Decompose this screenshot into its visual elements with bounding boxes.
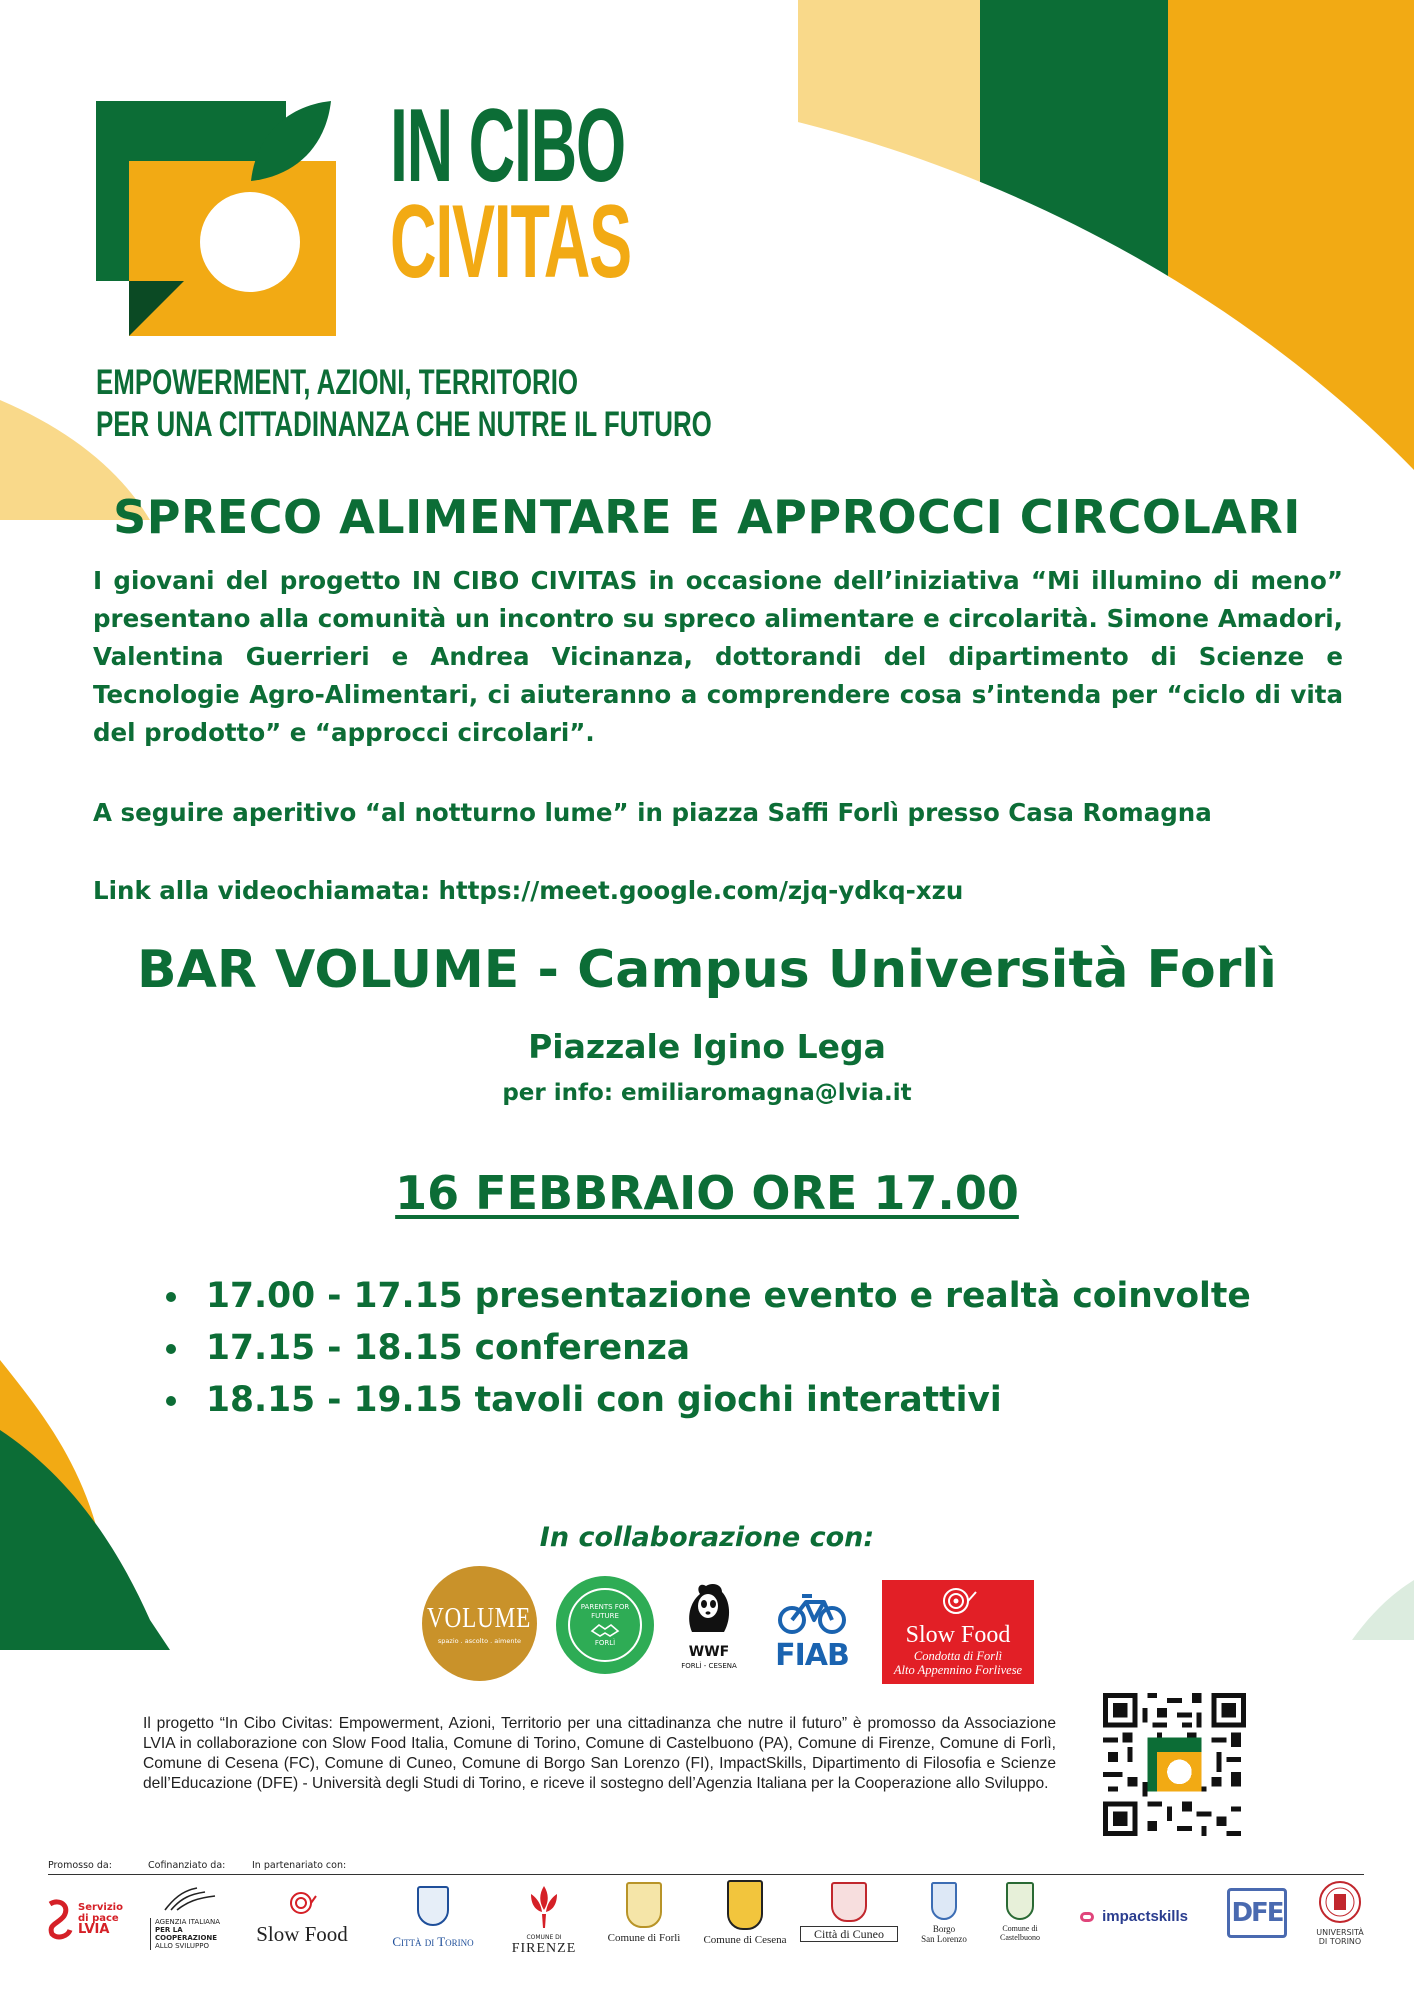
- lvia-line1: Servizio: [78, 1902, 123, 1913]
- borgo-line1: Borgo: [932, 1924, 956, 1934]
- dove-icon: [46, 1898, 74, 1940]
- schedule-item: [166, 1322, 1251, 1374]
- fiab-logo: [766, 1588, 858, 1680]
- slow-food-forli-logo: [882, 1580, 1034, 1684]
- torino-crest-icon: [417, 1886, 449, 1926]
- aics-logo: [150, 1884, 232, 1950]
- torino-name: Città di Torino: [392, 1934, 474, 1949]
- slow-food-sub2: Alto Appennino Forlivese: [893, 1663, 1023, 1677]
- slow-food-sub1: Condotta di Forlì: [913, 1649, 1003, 1663]
- aics-line3: ALLO SVILUPPO: [155, 1942, 209, 1950]
- bullet-icon: [166, 1396, 176, 1406]
- dfe-name: DFE: [1227, 1888, 1287, 1938]
- forli-crest-icon: [626, 1882, 662, 1928]
- parents-for-future-logo: [556, 1576, 654, 1674]
- wwf-name: WWF: [688, 1644, 730, 1660]
- tagline-line2: PER UNA CITTADINANZA CHE NUTRE IL FUTURO: [96, 405, 712, 444]
- aics-line2: PER LA COOPERAZIONE: [155, 1926, 218, 1942]
- schedule-item-text: 17.15 - 18.15 conferenza: [206, 1328, 691, 1368]
- partenariato-label: In partenariato con:: [252, 1860, 347, 1871]
- borgo-san-lorenzo-logo: [902, 1882, 986, 1944]
- impactskills-name: impactskills: [1102, 1908, 1188, 1925]
- castelbuono-crest-icon: [1006, 1882, 1034, 1920]
- schedule-item-text: 18.15 - 19.15 tavoli con giochi interattivi: [206, 1380, 1002, 1420]
- castelbuono-line2: Castelbuono: [1000, 1933, 1040, 1942]
- bullet-icon: [166, 1344, 176, 1354]
- snail-icon: [936, 1586, 980, 1616]
- venue-title: BAR VOLUME - Campus Università Forlì: [137, 940, 1277, 1000]
- unito-line1: UNIVERSITÀ: [1316, 1928, 1364, 1937]
- comune-di-firenze-logo: [506, 1884, 582, 1957]
- comune-di-castelbuono-logo: [976, 1882, 1064, 1942]
- citta-di-torino-logo: [378, 1886, 488, 1948]
- snail-icon: [287, 1888, 317, 1918]
- comune-di-cesena-logo: [692, 1880, 798, 1946]
- collaboration-title: In collaborazione con:: [539, 1522, 875, 1553]
- tagline-line1: EMPOWERMENT, AZIONI, TERRITORIO: [96, 363, 579, 402]
- borgo-crest-icon: [931, 1882, 957, 1920]
- bicycle-icon: [776, 1588, 848, 1636]
- venue-address: Piazzale Igino Lega: [528, 1027, 886, 1066]
- promosso-label: Promosso da:: [48, 1860, 112, 1871]
- lily-icon: [527, 1884, 561, 1930]
- panda-icon: [684, 1580, 734, 1638]
- dfe-logo: [1224, 1888, 1290, 1940]
- wwf-logo: [678, 1580, 740, 1680]
- event-headline: SPRECO ALIMENTARE E APPROCCI CIRCOLARI: [113, 490, 1301, 544]
- handshake-icon: [590, 1621, 620, 1639]
- aperitivo-paragraph: A seguire aperitivo “al notturno lume” in piazza Saffi Forlì presso Casa Romagna: [93, 798, 1212, 827]
- forli-name: Comune di Forlì: [607, 1932, 681, 1944]
- volume-sub: spazio . ascolto . aimente: [437, 1637, 522, 1645]
- volume-name: VOLUME: [427, 1602, 532, 1634]
- cuneo-crest-icon: [831, 1882, 867, 1922]
- aics-line1: AGENZIA ITALIANA: [155, 1918, 220, 1926]
- cuneo-name: Città di Cuneo: [800, 1926, 898, 1942]
- schedule-item-text: 17.00 - 17.15 presentazione evento e realtà coinvolte: [206, 1276, 1251, 1316]
- fiab-name: FIAB: [775, 1638, 849, 1673]
- pff-top: PARENTS FOR FUTURE: [580, 1602, 630, 1620]
- logo-mark-icon: [96, 96, 396, 341]
- schedule-item: [166, 1374, 1251, 1426]
- pff-bottom: FORLÌ: [594, 1638, 616, 1647]
- unito-seal-icon: [1318, 1880, 1362, 1924]
- cesena-crest-icon: [727, 1880, 763, 1930]
- firenze-name: FIRENZE: [511, 1941, 577, 1956]
- footer-divider: [48, 1874, 1364, 1875]
- hands-icon: [161, 1884, 221, 1914]
- videocall-link[interactable]: Link alla videochiamata: https://meet.google.com/zjq-ydkq-xzu: [93, 876, 964, 905]
- wwf-sub: FORLÌ - CESENA: [681, 1662, 737, 1670]
- logo-title-line1: IN CIBO: [390, 88, 625, 204]
- lvia-line3: LVIA: [78, 1922, 110, 1937]
- slow-food-name: Slow Food: [905, 1622, 1011, 1648]
- castelbuono-line1: Comune di: [1002, 1924, 1038, 1933]
- impactskills-logo: [1064, 1906, 1204, 1925]
- volume-logo: [422, 1566, 537, 1681]
- logo-title: [390, 88, 631, 300]
- slow-food-logo: [246, 1888, 358, 1947]
- firenze-small: COMUNE DI: [526, 1934, 562, 1941]
- slow-food-footer-name: Slow Food: [256, 1922, 348, 1946]
- contact-info[interactable]: per info: emiliaromagna@lvia.it: [502, 1080, 912, 1106]
- bullet-icon: [166, 1292, 176, 1302]
- footer-labels: [0, 1860, 1414, 1874]
- qr-code-icon[interactable]: [1103, 1693, 1246, 1836]
- comune-di-forli-logo: [594, 1882, 694, 1944]
- universita-di-torino-logo: [1300, 1880, 1380, 1946]
- partner-logos: [0, 1566, 1414, 1686]
- schedule-list: [166, 1270, 1251, 1426]
- lvia-line2: di pace: [78, 1913, 119, 1924]
- cofinanziato-label: Cofinanziato da:: [148, 1860, 226, 1871]
- schedule-item: [166, 1270, 1251, 1322]
- borgo-line2: San Lorenzo: [921, 1934, 967, 1944]
- project-description: Il progetto “In Cibo Civitas: Empowerment, Azioni, Territorio per una cittadinanza che nutre il futuro” è promosso da Associazione LVIA in collaborazione con Slow Food Italia, Comune di Torino, Comune di Castelbuono (PA), Comune di Firenze, Comune di Forlì, Comune di Cesena (FC), Comune di Cuneo, Comune di Borgo San Lorenzo (FI), ImpactSkills, Dipartimento di Filosofia e Scienze dell’Educazione (DFE) - Università degli Studi di Torino, e riceve il sostegno dell’Agenzia Italiana per la Cooperazione allo Sviluppo.: [143, 1715, 1056, 1792]
- logo-title-line2: CIVITAS: [390, 184, 631, 300]
- event-date: 16 FEBBRAIO ORE 17.00: [395, 1166, 1019, 1220]
- tagline: [96, 362, 712, 446]
- unito-line2: DI TORINO: [1318, 1937, 1362, 1946]
- impactskills-icon: [1080, 1912, 1094, 1922]
- citta-di-cuneo-logo: [800, 1882, 898, 1942]
- footer-logos: [0, 1880, 1414, 1990]
- intro-paragraph: I giovani del progetto IN CIBO CIVITAS in occasione dell’iniziativa “Mi illumino di meno” presentano alla comunità un incontro su spreco alimentare e circolarità. Simone Amadori, Valentina Guerrieri e Andrea Vicinanza, dottorandi del dipartimento di Scienze e Tecnologie Agro-Alimentari, ci aiuteranno a comprendere cosa s’intenda per “ciclo di vita del prodotto” e “approcci circolari”.: [93, 566, 1343, 747]
- cesena-name: Comune di Cesena: [703, 1934, 787, 1946]
